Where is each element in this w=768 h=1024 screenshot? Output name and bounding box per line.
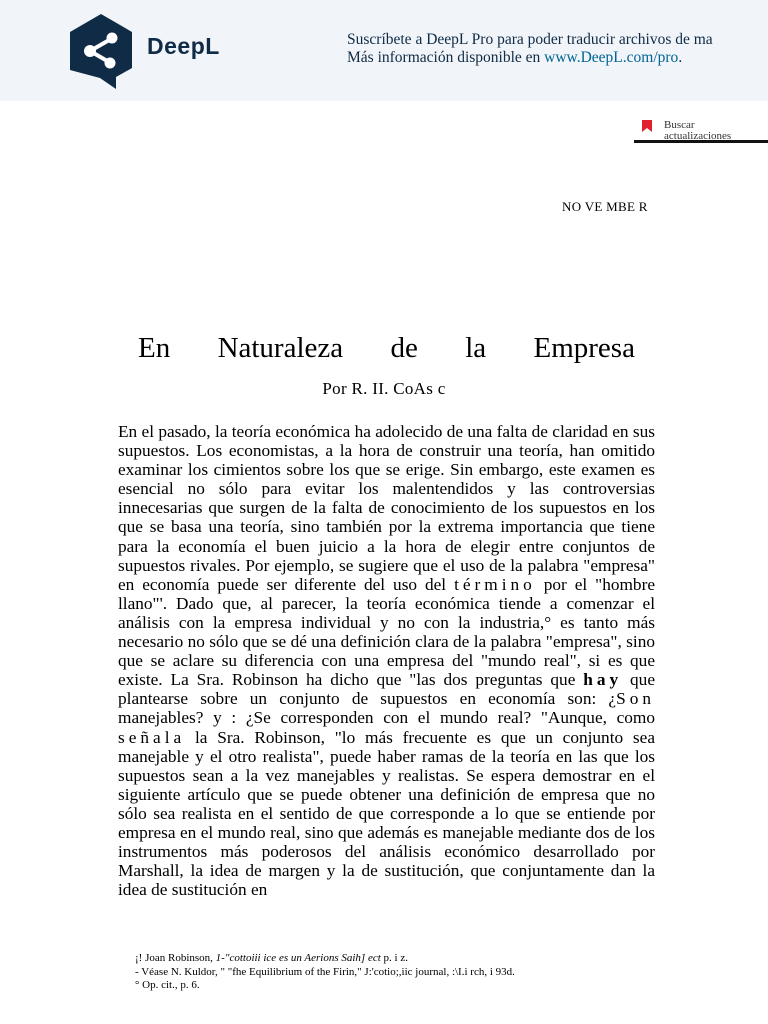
article-title — [138, 330, 635, 366]
body-text-segment: por el "hombre llano"'. Dado que, al parecer, la teoría económica tiende a comenzar el análisis con la empresa individual y no con la industria,° es tanto más necesario no sólo que se dé una definición clara de la palabra "empresa", sino que se aclare su diferencia con una empresa del "mundo real", si es que existe. La Sra. Robinson ha dicho que "las dos preguntas que — [118, 574, 655, 690]
spaced-word: hay — [583, 670, 623, 690]
title-word: Empresa — [533, 332, 635, 364]
footnote-1-suffix: p. i z. — [380, 952, 408, 964]
footnote-1 — [135, 952, 695, 966]
spaced-word: término — [454, 574, 536, 594]
spaced-word: señala — [118, 727, 186, 747]
deepl-pro-link[interactable]: www.DeepL.com/pro — [544, 49, 679, 66]
promo-line-2-suffix: . — [678, 49, 683, 66]
title-word: Naturaleza — [217, 332, 344, 364]
check-updates-label: Buscar actualizaciones — [664, 119, 732, 142]
spaced-word: Son — [616, 689, 655, 709]
deepl-logo-icon[interactable] — [66, 12, 136, 90]
deepl-promo-text — [347, 31, 768, 67]
title-word: de — [390, 332, 418, 364]
article-author: Por R. II. CoAs c — [322, 379, 446, 398]
body-text-segment: que plantearse sobre un conjunto de supuestos en economía son: ¿ — [118, 670, 655, 709]
footnote-1-title: 1-"cottoiii ice es un Aerions Saih] ect — [215, 952, 381, 964]
running-header-month: NO VE MBE R — [562, 199, 648, 214]
body-text-segment: la Sra. Robinson, "lo más frecuente es que un conjunto sea manejable y el otro realista", puede haber ramas de la teoría en las que los supuestos sean a la vez manejables y realistas. Se espera demostrar en el siguiente artículo que se puede obtener una definición de empresa que no sólo sea realista en el sentido de que corresponde a lo que se entiende por empresa en el mundo real, sino que además es manejable mediante dos de los instrumentos más poderosos del análisis económico desarrollado por Marshall, la idea de margen y la de sustitución, que conjuntamente dan la idea de sustitución en — [118, 727, 655, 900]
promo-line-1: Suscríbete a DeepL Pro para poder traducir archivos de ma — [347, 31, 713, 48]
bookmark-icon — [642, 120, 652, 132]
footnote-3: ° Op. cit., p. 6. — [135, 979, 200, 991]
body-text-segment: En el pasado, la teoría económica ha adolecido de una falta de claridad en sus supuestos. Los economistas, a la hora de construir una teoría, han omitido examinar los cimientos sobre los que se erige. Sin embargo, este examen es esencial no sólo para evitar los malentendidos y las controversias innecesarias que surgen de la falta de conocimiento de los supuestos en los que se basa una teoría, sino también por la extrema importancia que tiene para la economía el buen juicio a la hora de elegir entre conjuntos de supuestos rivales. Por ejemplo, se sugiere que el uso de la palabra "empresa" en economía puede ser diferente del uso del — [118, 422, 655, 594]
body-text-segment: manejables? y : ¿Se corresponden con el mundo real? "Aunque, como — [118, 708, 655, 728]
footnotes — [135, 952, 695, 993]
title-word: En — [138, 332, 171, 364]
deepl-brand-name[interactable]: DeepL — [147, 33, 220, 59]
footnote-1-prefix: ¡! Joan Robinson, — [135, 952, 216, 964]
title-word: la — [465, 332, 487, 364]
promo-line-2-prefix: Más información disponible en — [347, 49, 545, 66]
deepl-banner — [0, 0, 768, 101]
article-body — [118, 422, 655, 899]
check-updates-link[interactable] — [634, 118, 768, 143]
promo-line-2 — [347, 49, 768, 67]
footnote-2: - Véase N. Kuldor, " "fhe Equilibrium of the Firin," J:'cotio;,iic journal, :\I.i rch, i 93d. — [135, 965, 515, 978]
